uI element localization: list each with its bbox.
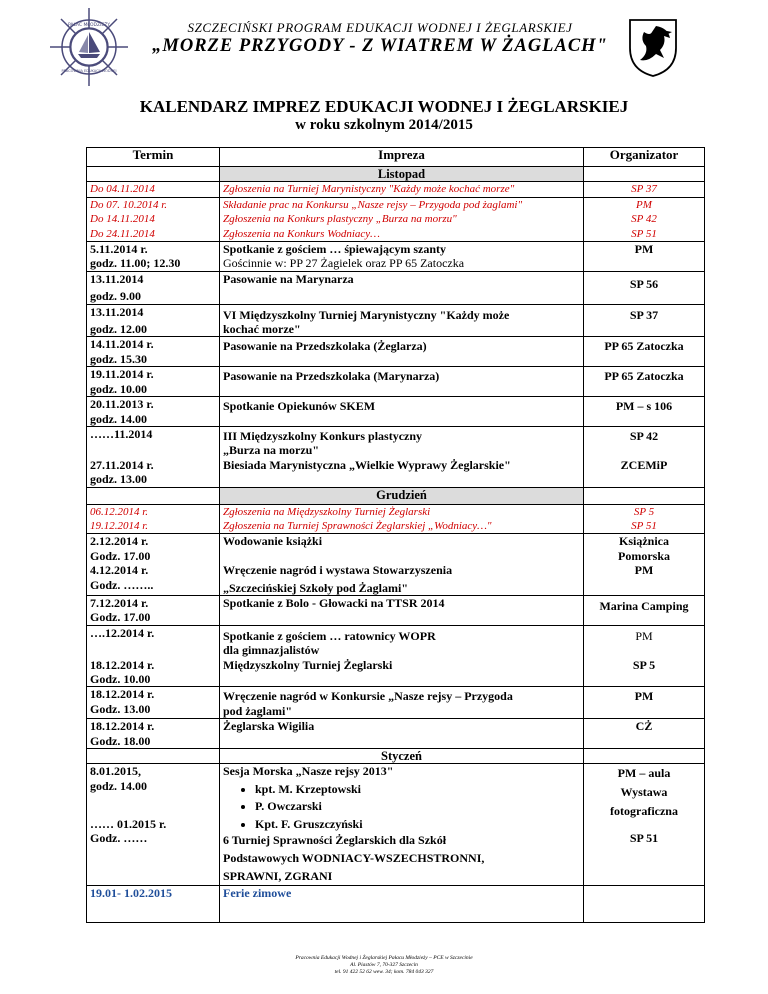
event-date: 27.11.2014 r. [90,457,154,472]
event-date: 8.01.2015, [90,764,141,779]
event-date: 14.11.2014 r. [90,337,154,352]
footer-line: Al. Piastów 7, 70-327 Szczecin [350,962,418,968]
event-organizer: PM [584,563,705,595]
event-date: 18.12.2014 r. [90,719,155,734]
deadline-org: PM [636,198,652,211]
logo-text-bottom: PRACOWNIA EDUKACJI WODNEJ [61,69,117,73]
section-row-styczen [87,749,705,764]
deadline-event: Zgłoszenia na Turniej Sprawności Żeglarskiej „Wodniacy…" [223,519,492,532]
table-row [87,625,705,657]
deadline-date: 19.12.2014 r. [90,519,149,532]
table-row [87,197,705,241]
table-row [87,658,705,687]
event-date: 4.12.2014 r. [90,563,149,578]
event-organizer: SP 42 [584,426,705,457]
event-organizer-cont: fotograficzna [610,804,678,819]
program-name: SZCZECIŃSKI PROGRAM EDUKACJI WODNEJ I ŻEGLARSKIEJ [187,20,573,35]
program-motto: „MORZE PRZYGODY - Z WIATREM W ŻAGLACH" [152,36,608,56]
event-detail: Gościnnie w: PP 27 Żagielek oraz PP 65 Zatoczka [223,256,465,271]
table-row [87,504,705,534]
deadline-org: SP 51 [631,519,657,532]
event-title: 6 Turniej Sprawności Żeglarskich dla Szkół [223,833,447,848]
table-row [87,719,705,749]
header-termin: Termin [87,148,220,167]
event-title-cont: Podstawowych WODNIACY-WSZECHSTRONNI, [223,851,485,866]
event-organizer: PM – s 106 [584,397,705,427]
section-label: Grudzień [220,487,584,504]
deadline-event: Zgłoszenia na Konkurs plastyczny „Burza na morzu" [223,213,457,226]
deadline-org: SP 5 [633,505,655,518]
deadline-date: Do 04.11.2014 [90,183,155,196]
event-date: 7.12.2014 r. [90,595,149,610]
event-organizer: PM [584,687,705,719]
event-time: godz. 14.00 [90,778,147,793]
table-row [87,886,705,923]
event-title: Biesiada Marynistyczna „Wielkie Wyprawy Żeglarskie" [220,458,584,487]
table-row [87,242,705,272]
page-subtitle: w roku szkolnym 2014/2015 [295,117,473,133]
event-title-cont: pod żaglami" [223,703,292,718]
table-row [87,458,705,487]
table-row [87,595,705,625]
event-date: …… 01.2015 r. [90,817,167,832]
event-title: Spotkanie z gościem … ratownicy WOPR [223,628,436,643]
captains-list [223,782,580,831]
header-organizator: Organizator [584,148,705,167]
event-title: Międzyszkolny Turniej Żeglarski [220,658,584,687]
event-date: 19.01- 1.02.2015 [87,886,220,923]
event-time: Godz. 17.00 [90,610,151,625]
event-title: Żeglarska Wigilia [220,719,584,749]
event-date: 5.11.2014 r. [90,242,148,257]
event-organizer: Książnica [619,534,669,549]
event-time: godz. 14.00 [90,411,147,426]
deadline-event: Zgłoszenia na Międzyszkolny Turniej Żeglarski [223,505,431,518]
header-impreza: Impreza [220,148,584,167]
event-organizer: PP 65 Zatoczka [584,337,705,367]
event-title: Spotkanie Opiekunów SKEM [220,397,584,427]
deadline-event: Składanie prac na Konkursu „Nasze rejsy – Przygoda pod żaglami" [223,198,523,211]
table-row [87,304,705,337]
list-item: • P. Owczarski [255,799,580,813]
event-organizer: SP 5 [584,658,705,687]
event-title: Wręczenie nagród i wystawa Stowarzyszenia [223,563,453,578]
events-calendar-table [86,147,705,923]
event-time: Godz. …….. [90,577,154,592]
event-time: godz. 11.00; 12.30 [90,256,181,271]
event-organizer: Marina Camping [584,595,705,625]
event-organizer-cont: Wystawa [620,785,668,800]
event-date: ….12.2014 r. [87,625,220,657]
event-organizer: ZCEMiP [584,458,705,487]
event-date: 13.11.2014 [90,304,144,319]
logo-text-top: PAŁAC MŁODZIEŻY [67,23,111,28]
event-title-cont: SPRAWNI, ZGRANI [223,869,333,884]
event-time: godz. 12.00 [90,322,147,337]
section-label: Styczeń [220,749,584,764]
event-title: Spotkanie z Bolo - Głowacki na TTSR 2014 [220,595,584,625]
page-header [0,0,768,80]
event-title-cont: „Burza na morzu" [223,443,319,458]
event-date: 18.12.2014 r. [90,657,155,672]
page-title: KALENDARZ IMPREZ EDUKACJI WODNEJ I ŻEGLARSKIEJ [139,97,629,116]
event-time: Godz. 10.00 [90,672,151,686]
deadline-org: SP 37 [631,183,657,196]
deadline-org: SP 42 [631,213,657,226]
list-item: • kpt. M. Krzeptowski [255,782,580,796]
table-row [87,271,705,304]
event-title: Pasowanie na Przedszkolaka (Żeglarza) [220,337,584,367]
event-title: III Międzyszkolny Konkurs plastyczny [223,428,423,443]
event-time: godz. 13.00 [90,472,147,487]
event-title: Wodowanie książki [220,534,584,563]
event-date: 2.12.2014 r. [90,534,149,549]
event-organizer: PM – aula [617,766,671,781]
ship-wheel-logo-icon [48,6,130,88]
event-organizer-cont: Pomorska [618,548,670,563]
griffin-coat-of-arms-icon [618,10,688,80]
event-organizer: PM [584,242,705,272]
section-label: Listopad [220,167,584,182]
event-time: Godz. 18.00 [90,733,151,748]
table-row [87,426,705,457]
event-organizer: PP 65 Zatoczka [584,367,705,397]
event-time: Godz. 17.00 [90,548,151,563]
event-time: godz. 15.30 [90,351,147,366]
table-row [87,831,705,886]
event-organizer: PM [584,625,705,657]
event-organizer: SP 37 [584,304,705,337]
section-row-listopad [87,167,705,182]
event-date: 18.12.2014 r. [90,687,155,702]
deadline-date: Do 07. 10.2014 r. [90,198,168,211]
table-row [87,337,705,367]
table-row [87,367,705,397]
list-item: • Kpt. F. Gruszczyński [255,817,580,831]
deadline-event: Zgłoszenia na Turniej Marynistyczny "Każdy może kochać morze" [223,183,515,196]
deadline-date: Do 14.11.2014 [90,213,155,226]
deadline-event: Zgłoszenia na Konkurs Wodniacy… [223,227,380,240]
event-date: 19.11.2014 r. [90,367,154,382]
event-date: ……11.2014 [87,426,220,457]
table-row [87,182,705,197]
section-row-grudzien [87,487,705,504]
deadline-date: 06.12.2014 r. [90,505,149,518]
deadline-org: SP 51 [631,227,657,240]
event-title-cont: „Szczecińskiej Szkoły pod Żaglami" [223,580,408,595]
event-title: Spotkanie z gościem … śpiewającym szanty [223,242,446,257]
event-organizer: SP 51 [584,831,705,886]
deadline-date: Do 24.11.2014 [90,227,155,240]
event-title-cont: kochać morze" [223,322,301,337]
event-title: Pasowanie na Przedszkolaka (Marynarza) [220,367,584,397]
event-time: godz. 9.00 [90,289,141,304]
event-time: godz. 10.00 [90,381,147,396]
event-title: Sesja Morska „Nasze rejsy 2013" [223,764,394,779]
event-organizer: CŻ [584,719,705,749]
table-row [87,534,705,563]
footer-line: tel. 91 422 52 62 wew. 34; kom. 784 043 327 [334,969,434,975]
event-date: 20.11.2013 r. [90,397,154,412]
table-row [87,563,705,595]
event-time: Godz. 13.00 [90,701,151,716]
event-time: Godz. …… [90,831,148,846]
page-footer [0,955,768,976]
table-row [87,687,705,719]
table-header-row [87,148,705,167]
event-title: Wręczenie nagród w Konkursie „Nasze rejsy – Przygoda [223,689,513,704]
event-title: Ferie zimowe [220,886,584,923]
event-title: Pasowanie na Marynarza [220,271,584,304]
event-organizer: SP 56 [584,271,705,304]
event-title-cont: dla gimnazjalistów [223,643,320,658]
event-title: VI Międzyszkolny Turniej Marynistyczny "Każdy może [223,307,510,322]
event-date: 13.11.2014 [90,271,144,286]
footer-line: Pracownia Edukacji Wodnej i Żeglarskiej Pałacu Młodzieży – PCE w Szczecinie [295,955,473,961]
table-row [87,397,705,427]
